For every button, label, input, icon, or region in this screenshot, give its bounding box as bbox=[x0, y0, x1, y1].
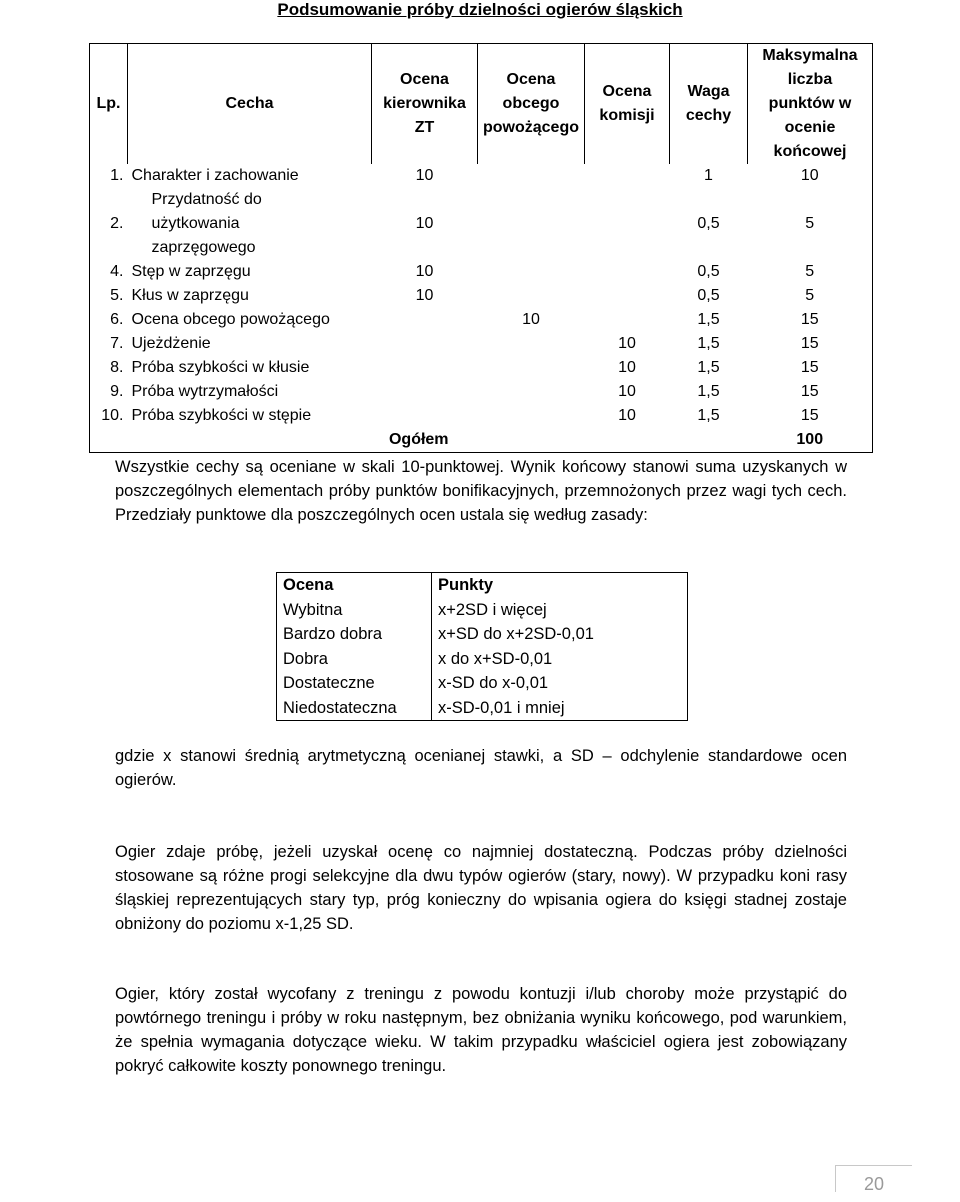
score-range: x-SD do x-0,01 bbox=[438, 674, 549, 692]
row-kierownik bbox=[372, 332, 478, 356]
row-name: Próba szybkości w stępie bbox=[131, 407, 312, 424]
row-kierownik bbox=[372, 308, 478, 332]
row-waga: 1,5 bbox=[697, 359, 720, 376]
row-komisja: 10 bbox=[618, 335, 636, 352]
row-komisja: 10 bbox=[618, 407, 636, 424]
row-obcy bbox=[478, 356, 585, 380]
table-header-row bbox=[90, 44, 873, 165]
row-lp: 9. bbox=[90, 380, 128, 404]
table-row bbox=[90, 164, 873, 188]
row-kierownik: 10 bbox=[415, 167, 434, 184]
table-row bbox=[90, 188, 873, 260]
row-kierownik bbox=[372, 404, 478, 428]
score-row bbox=[277, 671, 688, 696]
score-grade: Dobra bbox=[277, 647, 432, 672]
page-title-text: Podsumowanie próby dzielności ogierów śląskich bbox=[277, 0, 683, 19]
row-obcy bbox=[478, 188, 585, 260]
table-row bbox=[90, 404, 873, 428]
row-waga: 1,5 bbox=[697, 335, 720, 352]
score-header-row bbox=[277, 573, 688, 598]
row-max: 15 bbox=[748, 308, 873, 332]
total-value: 100 bbox=[748, 428, 873, 453]
row-kierownik: 10 bbox=[415, 263, 434, 280]
row-komisja bbox=[585, 284, 670, 308]
row-komisja bbox=[585, 188, 670, 260]
row-kierownik bbox=[372, 380, 478, 404]
row-lp: 10. bbox=[90, 404, 128, 428]
score-row bbox=[277, 696, 688, 721]
paragraph-withdrawal-rules: Ogier, który został wycofany z treningu z powodu kontuzji i/lub choroby może przystąpić do powtórnego treningu i próby w roku następnym, bez obniżania wyniku końcowego, pod warunkiem, że spełnia wymagania dotyczące wieku. W takim przypadku właściciel ogiera jest zobowiązany pokryć całkowite koszty ponownego treningu. bbox=[115, 985, 847, 1075]
row-lp: 6. bbox=[90, 308, 128, 332]
row-max: 15 bbox=[748, 356, 873, 380]
row-kierownik bbox=[372, 356, 478, 380]
row-lp: 1. bbox=[90, 164, 128, 188]
row-obcy bbox=[478, 284, 585, 308]
table-row bbox=[90, 260, 873, 284]
score-range: x+SD do x+2SD-0,01 bbox=[438, 625, 594, 643]
score-grade: Bardzo dobra bbox=[277, 622, 432, 647]
header-max-punkty: Maksymalna liczba punktów w ocenie końcowej bbox=[748, 44, 873, 165]
table-row bbox=[90, 356, 873, 380]
score-grade: Dostateczne bbox=[277, 671, 432, 696]
score-row bbox=[277, 647, 688, 672]
row-komisja bbox=[585, 260, 670, 284]
table-row bbox=[90, 284, 873, 308]
row-lp: 8. bbox=[90, 356, 128, 380]
score-range: x-SD-0,01 i mniej bbox=[438, 698, 565, 717]
row-kierownik: 10 bbox=[415, 215, 434, 232]
row-name: Przydatność do użytkowania zaprzęgowego bbox=[151, 191, 262, 256]
row-max: 15 bbox=[748, 404, 873, 428]
row-name: Próba wytrzymałości bbox=[131, 383, 279, 400]
score-header-ocena: Ocena bbox=[277, 573, 432, 598]
row-kierownik: 10 bbox=[415, 287, 434, 304]
header-cecha: Cecha bbox=[128, 44, 372, 165]
row-max: 5 bbox=[748, 260, 873, 284]
page-title bbox=[0, 0, 960, 20]
total-label: Ogółem bbox=[90, 428, 748, 453]
header-ocena-komisji: Ocena komisji bbox=[585, 44, 670, 165]
header-ocena-obcego: Ocena obcego powożącego bbox=[478, 44, 585, 165]
row-max: 5 bbox=[748, 188, 873, 260]
row-komisja: 10 bbox=[618, 359, 636, 376]
row-obcy: 10 bbox=[522, 311, 540, 328]
header-lp: Lp. bbox=[90, 44, 128, 165]
row-obcy bbox=[478, 332, 585, 356]
row-lp: 4. bbox=[90, 260, 128, 284]
header-ocena-kierownika: Ocena kierownika ZT bbox=[372, 44, 478, 165]
row-waga: 1,5 bbox=[697, 407, 720, 424]
row-waga: 0,5 bbox=[697, 287, 720, 304]
row-obcy bbox=[478, 260, 585, 284]
row-waga: 1,5 bbox=[697, 311, 720, 328]
row-obcy bbox=[478, 380, 585, 404]
row-max: 10 bbox=[748, 164, 873, 188]
score-header-punkty: Punkty bbox=[438, 576, 494, 594]
table-row bbox=[90, 308, 873, 332]
row-komisja: 10 bbox=[618, 383, 636, 400]
row-name: Ocena obcego powożącego bbox=[131, 311, 330, 328]
row-name: Stęp w zaprzęgu bbox=[131, 263, 251, 280]
row-komisja bbox=[585, 308, 670, 332]
header-waga: Waga cechy bbox=[670, 44, 748, 165]
table-row bbox=[90, 332, 873, 356]
row-komisja bbox=[585, 164, 670, 188]
score-range: x+2SD i więcej bbox=[438, 600, 547, 619]
row-max: 15 bbox=[748, 332, 873, 356]
paragraph-scoring-rules: Wszystkie cechy są oceniane w skali 10-punktowej. Wynik końcowy stanowi suma uzyskanych w poszczególnych elementach próby punktów bonifikacyjnych, przemnożonych przez wagi tych cech. Przedziały punktowe dla poszczególnych ocen ustala się według zasady: bbox=[115, 458, 847, 524]
page-number: 20 bbox=[835, 1165, 912, 1192]
score-grade: Wybitna bbox=[277, 598, 432, 623]
score-row bbox=[277, 622, 688, 647]
row-obcy bbox=[478, 164, 585, 188]
row-lp: 7. bbox=[90, 332, 128, 356]
row-name: Próba szybkości w kłusie bbox=[131, 359, 310, 376]
score-grade: Niedostateczna bbox=[277, 696, 432, 721]
paragraph-passing-criteria: Ogier zdaje próbę, jeżeli uzyskał ocenę co najmniej dostateczną. Podczas próby dzielności stosowane są różne progi selekcyjne dla dwu typów ogierów (stary, nowy). W przypadku koni rasy śląskiej reprezentujących stary typ, próg konieczny do wpisania ogiera do księgi stadnej zostaje obniżony do poziomu x-1,25 SD. bbox=[115, 843, 847, 933]
score-range: x do x+SD-0,01 bbox=[438, 649, 553, 668]
row-waga: 1,5 bbox=[697, 383, 720, 400]
summary-table bbox=[89, 43, 873, 453]
table-row bbox=[90, 380, 873, 404]
row-waga: 0,5 bbox=[697, 263, 720, 280]
row-max: 15 bbox=[748, 380, 873, 404]
row-lp: 2. bbox=[90, 188, 128, 260]
score-row bbox=[277, 598, 688, 623]
row-name: Charakter i zachowanie bbox=[131, 167, 299, 184]
score-ranges-table bbox=[276, 572, 688, 721]
row-waga: 0,5 bbox=[697, 215, 720, 232]
row-obcy bbox=[478, 404, 585, 428]
row-lp: 5. bbox=[90, 284, 128, 308]
row-waga: 1 bbox=[704, 167, 713, 184]
row-name: Ujeżdżenie bbox=[131, 335, 211, 352]
table-total-row bbox=[90, 428, 873, 453]
paragraph-definitions: gdzie x stanowi średnią arytmetyczną ocenianej stawki, a SD – odchylenie standardowe ocen ogierów. bbox=[115, 747, 847, 789]
row-max: 5 bbox=[748, 284, 873, 308]
row-name: Kłus w zaprzęgu bbox=[131, 287, 249, 304]
